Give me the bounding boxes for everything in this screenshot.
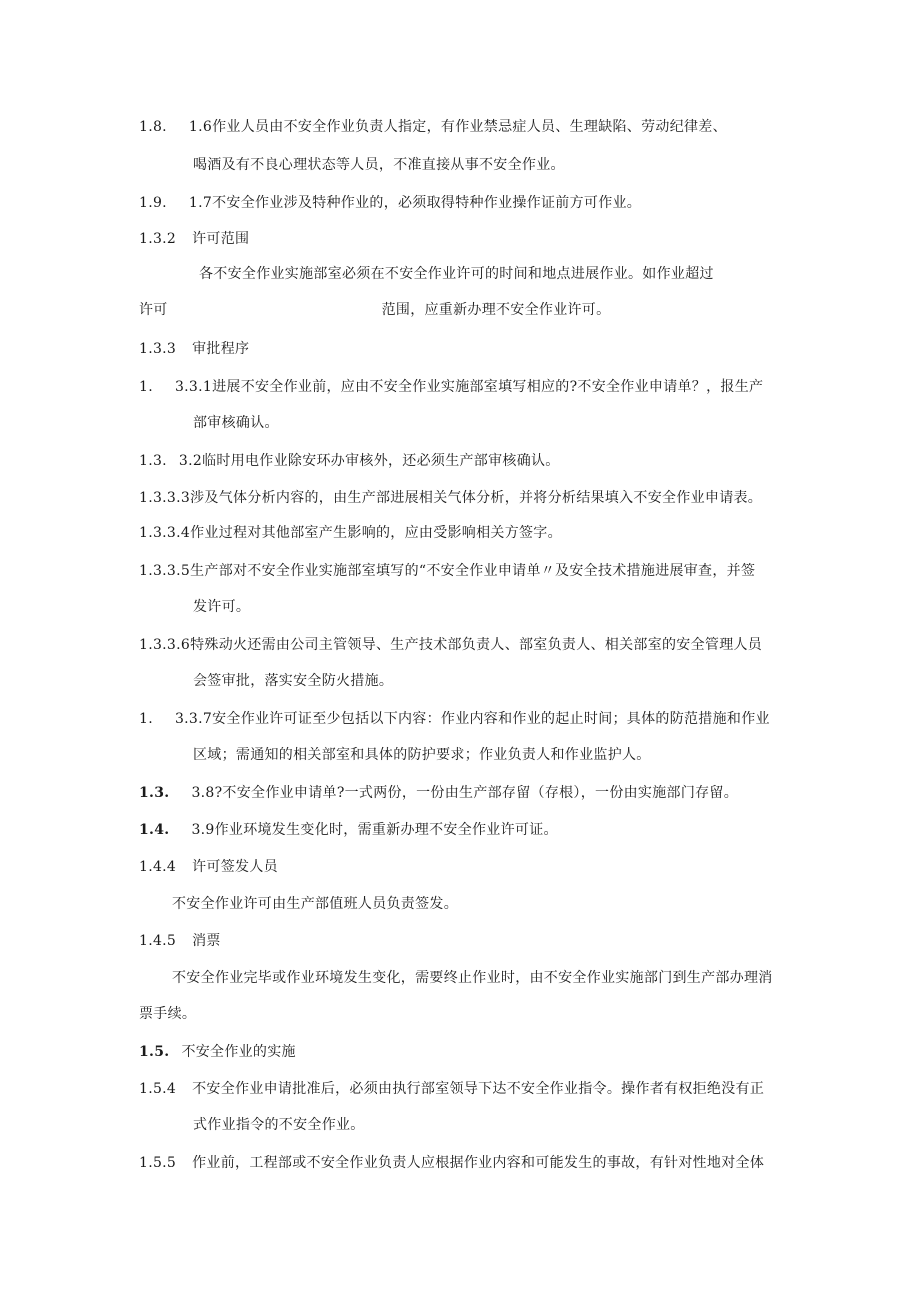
- sub-clause-number: 3.2: [178, 453, 203, 469]
- clause-text: 进展不安全作业前，应由不安全作业实施部室填写相应的?不安全作业申请单？，报生产: [212, 379, 764, 395]
- text-line-1-3-3-6: [139, 635, 762, 655]
- clause-number: 1.3.3.6: [139, 637, 191, 653]
- clause-number: 1.3.2: [139, 231, 177, 247]
- clause-text: 式作业指令的不安全作业。: [193, 1117, 365, 1133]
- section-title: 许可签发人员: [192, 859, 278, 875]
- text-line-paragraph: [199, 264, 714, 284]
- section-heading-1-4-4: [139, 857, 278, 877]
- clause-text: 安全作业许可证至少包括以下内容：作业内容和作业的起止时间；具体的防范措施和作业: [212, 711, 770, 727]
- clause-text: 会签审批，落实安全防火措施。: [193, 673, 394, 689]
- text-line-1-5-5: [139, 1153, 764, 1173]
- clause-text: 作业环境发生变化时，需重新办理不安全作业许可证。: [214, 822, 558, 838]
- clause-number: 1.9.: [139, 195, 167, 211]
- clause-text: 不安全作业申请批准后，必须由执行部室领导下达不安全作业指令。操作者有权拒绝没有正: [192, 1081, 765, 1097]
- sub-clause-number: 1.6: [188, 119, 213, 135]
- paragraph-text: 各不安全作业实施部室必须在不安全作业许可的时间和地点进展作业。如作业超过: [199, 266, 714, 282]
- section-heading-1-4-5: [139, 931, 221, 951]
- clause-text: 喝酒及有不良心理状态等人员，不准直接从事不安全作业。: [193, 157, 565, 173]
- section-heading-1-3-2: [139, 229, 249, 249]
- text-line-1-3-3-4: [139, 523, 562, 543]
- text-line-continuation: [193, 671, 393, 691]
- text-line-1-9: [139, 193, 641, 213]
- text-line-paragraph: [172, 894, 458, 914]
- clause-text: 不安全作业涉及特种作业的，必须取得特种作业操作证前方可作业。: [212, 195, 642, 211]
- clause-text: 涉及气体分析内容的，由生产部进展相关气体分析，并将分析结果填入不安全作业申请表。: [190, 490, 763, 506]
- clause-text: 发许可。: [193, 599, 251, 615]
- clause-number: 1.4.4: [139, 859, 177, 875]
- section-title: 审批程序: [192, 341, 250, 357]
- paragraph-text: 不安全作业完毕或作业环境发生变化，需要终止作业时，由不安全作业实施部门到生产部办理消: [172, 970, 773, 986]
- clause-number: 1.3.3: [139, 341, 177, 357]
- clause-number: 1.4.5: [139, 933, 177, 949]
- clause-number: 1.5.5: [139, 1155, 177, 1171]
- sub-clause-number: 1.7: [188, 195, 213, 211]
- clause-number: 1.3.: [139, 453, 167, 469]
- clause-number: 1.: [139, 379, 153, 395]
- clause-text: ?不安全作业申请单?一式两份，一份由生产部存留（存根），一份由实施部门存留。: [214, 785, 739, 801]
- clause-text: 作业过程对其他部室产生影响的，应由受影响相关方签字。: [190, 525, 562, 541]
- section-title: 许可范围: [192, 231, 250, 247]
- text-line-split: [139, 300, 610, 320]
- sub-clause-number: 3.3.1: [174, 379, 213, 395]
- clause-text: 临时用电作业除安环办审核外，还必须生产部审核确认。: [202, 453, 560, 469]
- text-line-1-3-3-5: [139, 561, 755, 581]
- text-line-continuation: [193, 597, 250, 617]
- sub-clause-number: 3.3.7: [174, 711, 213, 727]
- clause-text: 作业人员由不安全作业负责人指定，有作业禁忌症人员、生理缺陷、劳动纪律差、: [212, 119, 727, 135]
- paragraph-text-right: 范围，应重新办理不安全作业许可。: [381, 302, 611, 318]
- clause-number: 1.3.3.4: [139, 525, 191, 541]
- sub-clause-number: 3.8: [191, 785, 215, 801]
- clause-text: 特殊动火还需由公司主管领导、生产技术部负责人、部室负责人、相关部室的安全管理人员: [190, 637, 763, 653]
- text-line-1-3-3-8: [139, 783, 738, 803]
- clause-number: 1.3.: [139, 785, 170, 801]
- clause-number: 1.4.: [139, 822, 170, 838]
- text-line-continuation: [193, 1115, 365, 1135]
- clause-number: 1.3.3.3: [139, 490, 191, 506]
- clause-text: 作业前，工程部或不安全作业负责人应根据作业内容和可能发生的事故，有针对性地对全体: [192, 1155, 765, 1171]
- text-line-1-5-4: [139, 1079, 764, 1099]
- section-title: 消票: [192, 933, 221, 949]
- clause-text: 区域；需通知的相关部室和具体的防护要求；作业负责人和作业监护人。: [193, 747, 651, 763]
- text-line-continuation: [193, 745, 651, 765]
- clause-number: 1.5.4: [139, 1081, 177, 1097]
- clause-number: 1.3.3.5: [139, 563, 191, 579]
- text-line-1-3-3-1: [139, 377, 763, 397]
- section-title: 不安全作业的实施: [181, 1044, 296, 1060]
- section-heading-1-3-3: [139, 339, 249, 359]
- text-line-continuation: [193, 413, 279, 433]
- section-heading-1-5: [139, 1042, 296, 1062]
- clause-text: 部审核确认。: [193, 415, 279, 431]
- text-line-paragraph-continuation: [139, 1004, 196, 1024]
- paragraph-text-left: 许可: [139, 302, 168, 318]
- text-line-1-3-3-7: [139, 709, 770, 729]
- clause-number: 1.: [139, 711, 153, 727]
- text-line-1-8: [139, 117, 727, 137]
- clause-number: 1.5.: [139, 1044, 170, 1060]
- sub-clause-number: 3.9: [191, 822, 215, 838]
- text-line-paragraph: [172, 968, 773, 988]
- text-line-1-3-3-9: [139, 820, 558, 840]
- text-line-1-3-3-2: [139, 451, 560, 471]
- clause-text: 生产部对不安全作业实施部室填写的“不安全作业申请单〃及安全技术措施进展审查，并签: [190, 563, 756, 579]
- paragraph-text: 不安全作业许可由生产部值班人员负责签发。: [172, 896, 458, 912]
- text-line-continuation: [193, 155, 565, 175]
- text-line-1-3-3-3: [139, 488, 762, 508]
- paragraph-text: 票手续。: [139, 1006, 197, 1022]
- clause-number: 1.8.: [139, 119, 167, 135]
